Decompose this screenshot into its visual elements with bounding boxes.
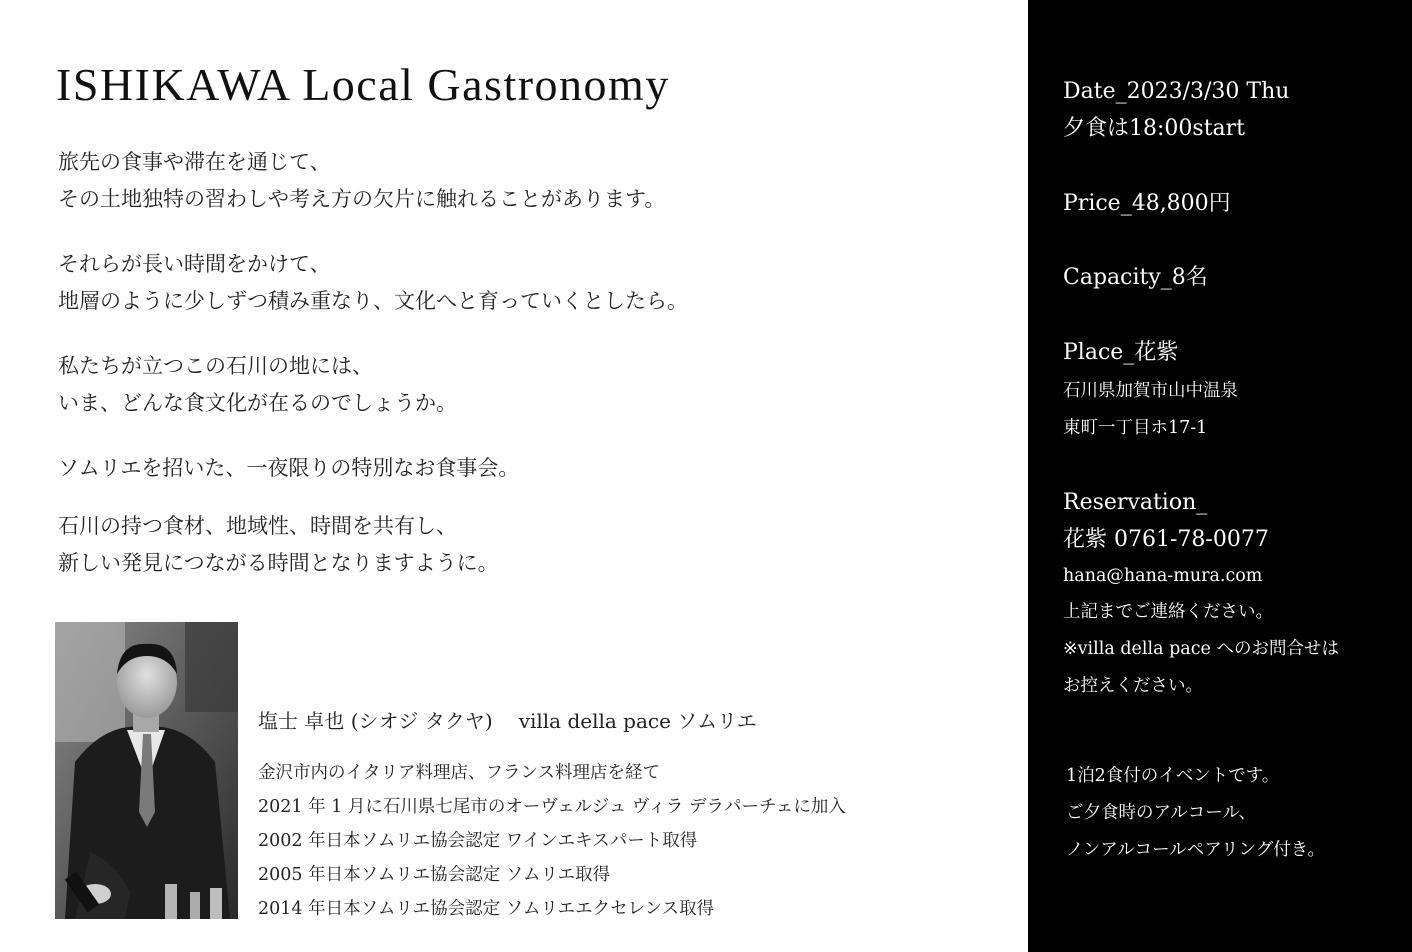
paragraph-line: 地層のように少しずつ積み重なり、文化へと育っていくとしたら。 [58,289,688,313]
villa-note-line-1: ※villa della pace へのお問合せは [1063,639,1339,659]
contact-note: 上記までご連絡ください。 [1063,602,1273,622]
career-item: 2014 年日本ソムリエ協会認定 ソムリエエクセレンス取得 [258,899,715,919]
dinner-start-time: 夕食は18:00start [1063,116,1246,141]
paragraph-line: それらが長い時間をかけて、 [58,252,331,276]
event-capacity: Capacity_8名 [1063,265,1208,290]
reservation-phone[interactable]: 花紫 0761-78-0077 [1063,527,1269,552]
paragraph-line: いま、どんな食文化が在るのでしょうか。 [58,391,457,415]
sommelier-photo [55,622,238,919]
package-line: ノンアルコールペアリング付き。 [1066,840,1325,860]
intro-paragraph-4 [58,450,519,487]
package-note [1066,758,1325,869]
intro-paragraph-1 [58,144,665,218]
sommelier-name: 塩士 卓也 (シオジ タクヤ) [258,709,493,733]
paragraph-line: 旅先の食事や滞在を通じて、 [58,150,331,174]
paragraph-line: 私たちが立つこの石川の地には、 [58,354,373,378]
paragraph-line: 石川の持つ食材、地域性、時間を共有し、 [58,514,457,538]
event-price: Price_48,800円 [1063,191,1231,216]
reservation-email[interactable]: hana@hana-mura.com [1063,566,1263,586]
sommelier-affiliation: villa della pace ソムリエ [518,709,757,733]
event-place: Place_花紫 [1063,340,1179,365]
package-line: ご夕食時のアルコール、 [1066,803,1257,823]
villa-note-line-2: お控えください。 [1063,676,1203,696]
package-line: 1泊2食付のイベントです。 [1066,766,1280,786]
paragraph-line: その土地独特の習わしや考え方の欠片に触れることがあります。 [58,187,666,211]
address-line-1: 石川県加賀市山中温泉 [1063,381,1238,401]
sommelier-name-line [258,705,757,734]
sommelier-career [258,756,846,926]
career-item: 金沢市内のイタリア料理店、フランス料理店を経て [258,763,660,783]
paragraph-line: ソムリエを招いた、一夜限りの特別なお食事会。 [58,456,520,480]
event-date: Date_2023/3/30 Thu [1063,79,1290,104]
career-item: 2005 年日本ソムリエ協会認定 ソムリエ取得 [258,865,611,885]
page-title: ISHIKAWA Local Gastronomy [56,59,670,110]
intro-paragraph-3 [58,348,457,422]
career-item: 2002 年日本ソムリエ協会認定 ワインエキスパート取得 [258,831,698,851]
paragraph-line: 新しい発見につながる時間となりますように。 [58,551,499,575]
intro-paragraph-2 [58,246,688,320]
intro-paragraph-5 [58,508,499,582]
career-item: 2021 年 1 月に石川県七尾市のオーヴェルジュ ヴィラ デラパーチェに加入 [258,797,846,817]
address-line-2: 東町一丁目ホ17-1 [1063,418,1208,438]
reservation-label: Reservation_ [1063,490,1208,515]
